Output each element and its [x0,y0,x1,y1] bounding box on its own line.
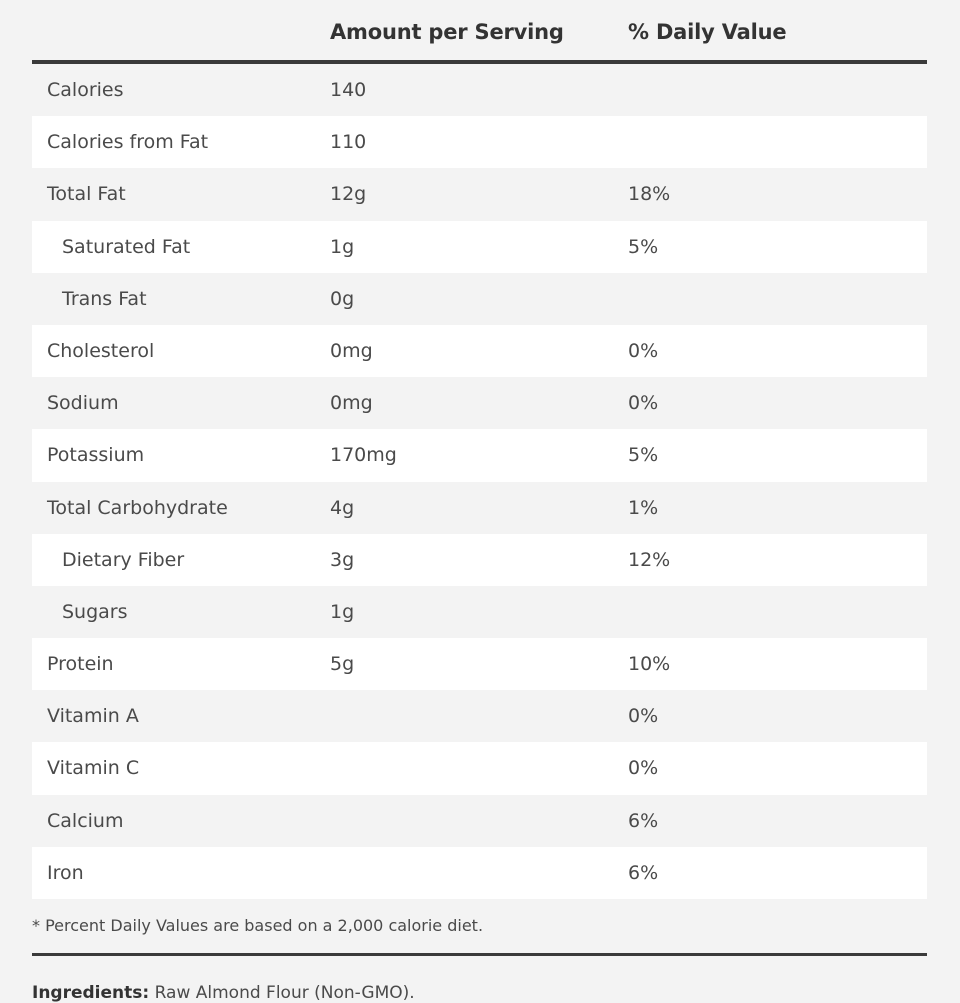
nutrient-daily-value: 0% [628,705,659,728]
nutrient-daily-value: 5% [628,235,659,258]
nutrient-name: Protein [47,653,114,676]
nutrient-name: Dietary Fiber [62,548,185,571]
nutrient-name: Sugars [62,600,128,623]
nutrient-name: Total Fat [47,183,126,206]
table-row [32,638,927,690]
table-row [32,221,927,273]
table-row [32,795,927,847]
nutrient-name: Vitamin C [47,757,140,780]
nutrient-daily-value: 6% [628,809,659,832]
nutrient-daily-value: 18% [628,183,671,206]
nutrient-daily-value: 0% [628,757,659,780]
nutrient-name: Cholesterol [47,339,155,362]
nutrient-name: Saturated Fat [62,235,191,258]
nutrient-amount: 3g [330,548,355,571]
column-header-daily-value: % Daily Value [628,20,787,44]
nutrient-name: Calcium [47,809,124,832]
nutrient-daily-value: 10% [628,653,671,676]
nutrient-name: Vitamin A [47,705,139,728]
table-row [32,325,927,377]
table-row [32,482,927,534]
divider [32,953,927,956]
nutrient-amount: 5g [330,653,355,676]
table-row [32,586,927,638]
nutrient-amount: 12g [330,183,367,206]
nutrient-amount: 110 [330,131,367,154]
table-row [32,534,927,586]
nutrient-name: Potassium [47,444,145,467]
nutrient-daily-value: 5% [628,444,659,467]
table-body [32,64,927,899]
nutrient-amount: 170mg [330,444,397,467]
table-row [32,273,927,325]
nutrient-name: Trans Fat [62,287,147,310]
nutrient-name: Calories from Fat [47,131,209,154]
nutrient-name: Total Carbohydrate [47,496,228,519]
nutrient-amount: 1g [330,600,355,623]
nutrient-amount: 0mg [330,392,373,415]
table-row [32,377,927,429]
table-row [32,116,927,168]
nutrient-daily-value: 0% [628,392,659,415]
ingredients-label: Ingredients: [32,983,150,1003]
nutrient-amount: 4g [330,496,355,519]
ingredients [32,983,415,1003]
table-row [32,429,927,481]
nutrition-table [32,0,927,899]
nutrient-name: Iron [47,861,84,884]
nutrient-amount: 0g [330,287,355,310]
nutrient-amount: 0mg [330,339,373,362]
nutrient-amount: 140 [330,79,367,101]
table-row [32,690,927,742]
table-row [32,168,927,220]
nutrient-name: Calories [47,79,124,101]
nutrient-daily-value: 12% [628,548,671,571]
nutrient-amount: 1g [330,235,355,258]
nutrient-daily-value: 1% [628,496,659,519]
nutrient-daily-value: 0% [628,339,659,362]
nutrient-daily-value: 6% [628,861,659,884]
table-header [32,0,927,64]
ingredients-text: Raw Almond Flour (Non-GMO). [154,983,415,1003]
table-row [32,847,927,899]
table-row [32,64,927,116]
table-row [32,742,927,794]
column-header-amount: Amount per Serving [330,20,564,44]
footnote: * Percent Daily Values are based on a 2,000 calorie diet. [32,916,484,935]
nutrient-name: Sodium [47,392,119,415]
